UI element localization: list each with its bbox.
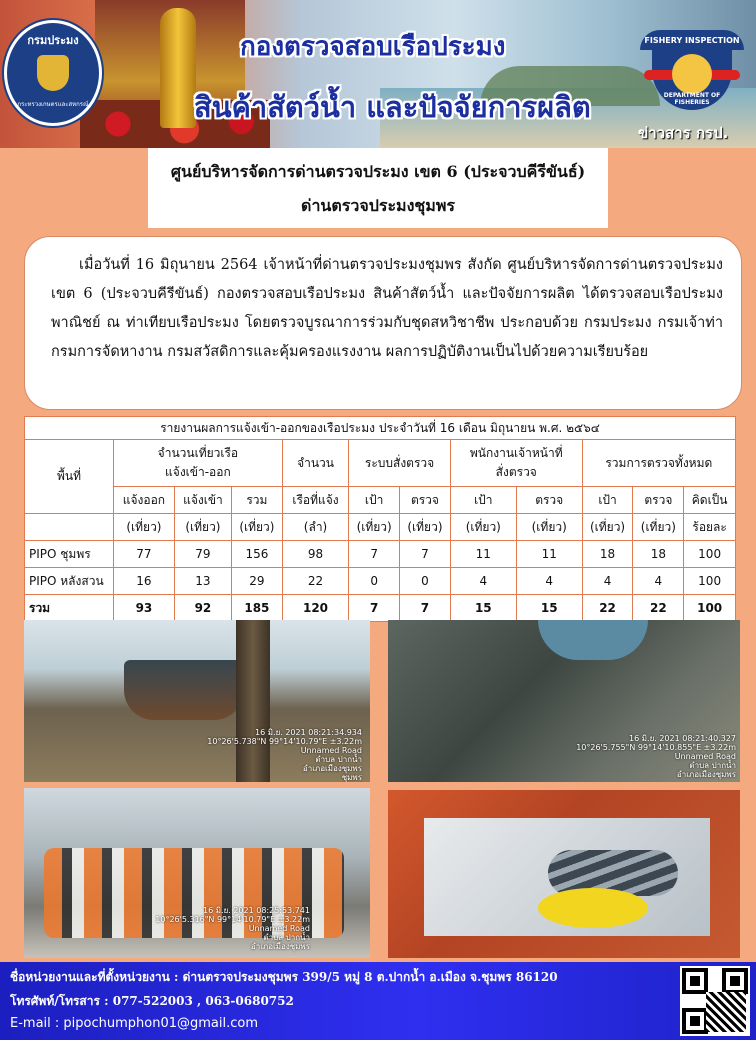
unit-cell: (เที่ยว): [516, 514, 582, 541]
stamp-line: Unnamed Road: [300, 746, 362, 755]
header-area: พื้นที่: [25, 440, 114, 514]
value-cell: 0: [400, 568, 451, 595]
table-title: รายงานผลการแจ้งเข้า-ออกของเรือประมง ประจำวันที่ 16 เดือน มิถุนายน พ.ศ. ๒๕๖๔: [25, 417, 736, 440]
table-row: [25, 541, 736, 568]
unit-cell: (เที่ยว): [633, 514, 684, 541]
total-cell: 22: [633, 595, 684, 622]
unit-cell: ร้อยละ: [684, 514, 736, 541]
emblem-icon: [37, 55, 69, 91]
stamp-line: Unnamed Road: [674, 752, 736, 761]
total-cell: 185: [232, 595, 283, 622]
unit-cell: (เที่ยว): [174, 514, 231, 541]
photo-crew-group: [24, 788, 370, 958]
qr-corner: [722, 968, 748, 994]
stamp-line: 10°26'5.738"N 99°14'10.79"E ±3.22m: [207, 737, 362, 746]
unit-cell: (เที่ยว): [582, 514, 633, 541]
boat-shape: [124, 660, 244, 720]
photo-fishing-boat-dock: [24, 620, 370, 782]
unit-cell: (เที่ยว): [400, 514, 451, 541]
header-trips-line2: แจ้งเข้า-ออก: [165, 465, 231, 479]
unit-cell: (เที่ยว): [232, 514, 283, 541]
logo-right-top-text: FISHERY INSPECTION: [640, 30, 744, 50]
stamp-line: ชุมพร: [341, 773, 362, 782]
unit-cell: (ลำ): [282, 514, 348, 541]
table-row: [25, 568, 736, 595]
value-cell: 11: [516, 541, 582, 568]
total-cell: 7: [349, 595, 400, 622]
qr-corner: [682, 968, 708, 994]
total-cell: 22: [582, 595, 633, 622]
subheader-cell: ตรวจ: [516, 487, 582, 514]
subheader-cell: เป้า: [450, 487, 516, 514]
stamp-line: 16 มิ.ย. 2021 08:21:40.327: [629, 734, 736, 743]
value-cell: 100: [684, 541, 736, 568]
header-title-line1: กองตรวจสอบเรือประมง: [240, 32, 506, 62]
value-cell: 22: [282, 568, 348, 595]
footer-address: ชื่อหน่วยงานและที่ตั้งหน่วยงาน : ด่านตรวจประมงชุมพร 399/5 หมู่ 8 ต.ปากน้ำ อ.เมือง จ.ชุมพร 86120: [10, 970, 558, 984]
stamp-line: 16 มิ.ย. 2021 08:25:53.741: [203, 906, 310, 915]
value-cell: 100: [684, 568, 736, 595]
subheader-cell: แจ้งเข้า: [174, 487, 231, 514]
value-cell: 7: [400, 541, 451, 568]
stamp-line: อำเภอเมืองชุมพร: [676, 770, 736, 779]
subheader-cell: เป้า: [349, 487, 400, 514]
basket-shape: [538, 888, 648, 928]
table-total-row: [25, 595, 736, 622]
header-order: ระบบสั่งตรวจ: [349, 440, 451, 487]
total-cell: 93: [114, 595, 175, 622]
footer-phone: โทรศัพท์/โทรสาร : 077-522003 , 063-0680752: [10, 994, 294, 1008]
stamp-line: ตำบล ปากน้ำ: [315, 755, 362, 764]
value-cell: 29: [232, 568, 283, 595]
value-cell: 156: [232, 541, 283, 568]
total-cell: 100: [684, 595, 736, 622]
stamp-line: Unnamed Road: [248, 924, 310, 933]
photo-fishing-nets: [388, 620, 740, 782]
report-paragraph: เมื่อวันที่ 16 มิถุนายน 2564 เจ้าหน้าที่ด่านตรวจประมงชุมพร สังกัด ศูนย์บริหารจัดการด่านตรวจประมง เขต 6 (ประจวบคีรีขันธ์) กองตรวจสอบเรือประมง สินค้าสัตว์น้ำ และปัจจัยการผลิต ได้ตรวจสอบเรือประมงพาณิชย์ ณ ท่าเทียบเรือประมง โดยตรวจบูรณาการร่วมกับชุดสหวิชาชีพ ประกอบด้วย กรมประมง กรมเจ้าท่า กรมการจัดหางาน กรมสวัสดิการและคุ้มครองแรงงาน ผลการปฏิบัติงานเป็นไปด้วยความเรียบร้อย: [51, 257, 723, 360]
stamp-line: 10°26'5.755"N 99°14'10.855"E ±3.22m: [576, 743, 736, 752]
header-officer-line2: สั่งตรวจ: [495, 465, 537, 479]
value-cell: 18: [582, 541, 633, 568]
value-cell: 11: [450, 541, 516, 568]
qr-code-icon: [680, 966, 750, 1036]
stamp-line: อำเภอเมืองชุมพร: [250, 942, 310, 951]
value-cell: 4: [516, 568, 582, 595]
stamp-line: ตำบล ปากน้ำ: [263, 933, 310, 942]
header-trips-line1: จำนวนเที่ยวเรือ: [157, 446, 239, 460]
total-cell: 15: [450, 595, 516, 622]
photo-stamp: [207, 728, 362, 782]
header-officer: [450, 440, 582, 487]
value-cell: 0: [349, 568, 400, 595]
report-paragraph-box: [24, 236, 742, 410]
header-officer-line1: พนักงานเจ้าหน้าที่: [469, 446, 563, 460]
center-name-line1: ศูนย์บริหารจัดการด่านตรวจประมง เขต 6 (ประจวบคีรีขันธ์): [170, 162, 586, 181]
statue-photo: [160, 8, 196, 128]
emblem-icon: [672, 54, 712, 94]
value-cell: 13: [174, 568, 231, 595]
stamp-line: 16 มิ.ย. 2021 08:21:34.934: [255, 728, 362, 737]
value-cell: 18: [633, 541, 684, 568]
qr-corner: [682, 1008, 708, 1034]
photo-fish-hold: [388, 790, 740, 958]
area-cell: PIPO ชุมพร: [25, 541, 114, 568]
total-cell: 7: [400, 595, 451, 622]
logo-left-text: กรมประมง: [27, 34, 79, 47]
center-name-line2: ด่านตรวจประมงชุมพร: [301, 196, 455, 215]
value-cell: 77: [114, 541, 175, 568]
logo-left-sub: กระทรวงเกษตรและสหกรณ์: [17, 101, 89, 108]
value-cell: 4: [582, 568, 633, 595]
total-label-cell: รวม: [25, 595, 114, 622]
subheader-cell: เรือที่แจ้ง: [282, 487, 348, 514]
subheader-cell: รวม: [232, 487, 283, 514]
header-total: รวมการตรวจทั้งหมด: [582, 440, 735, 487]
unit-cell: (เที่ยว): [114, 514, 175, 541]
value-cell: 79: [174, 541, 231, 568]
total-cell: 92: [174, 595, 231, 622]
value-cell: 4: [633, 568, 684, 595]
photo-stamp: [576, 734, 736, 779]
value-cell: 98: [282, 541, 348, 568]
total-cell: 15: [516, 595, 582, 622]
header-count: จำนวน: [282, 440, 348, 487]
value-cell: 4: [450, 568, 516, 595]
qr-data: [706, 992, 746, 1032]
area-cell: PIPO หลังสวน: [25, 568, 114, 595]
footer-email[interactable]: E-mail : pipochumphon01@gmail.com: [10, 1016, 258, 1031]
photo-stamp: [155, 906, 310, 951]
unit-cell: (เที่ยว): [450, 514, 516, 541]
header-title-line2: สินค้าสัตว์น้ำ และปัจจัยการผลิต: [194, 90, 591, 124]
total-cell: 120: [282, 595, 348, 622]
value-cell: 16: [114, 568, 175, 595]
subheader-cell: คิดเป็น: [684, 487, 736, 514]
department-of-fisheries-logo: [4, 20, 102, 126]
news-label: ข่าวสาร กรป.: [638, 124, 729, 142]
unit-cell: (เที่ยว): [349, 514, 400, 541]
footer: [0, 962, 756, 1040]
header-trips: [114, 440, 283, 487]
center-name-box: [148, 148, 608, 228]
subheader-cell: ตรวจ: [633, 487, 684, 514]
subheader-cell: แจ้งออก: [114, 487, 175, 514]
unit-area-blank: [25, 514, 114, 541]
stamp-line: 10°26'5.316"N 99°14'10.79"E ±3.22m: [155, 915, 310, 924]
stamp-line: อำเภอเมืองชุมพร: [302, 764, 362, 773]
logo-right-bottom-text: DEPARTMENT OF FISHERIES: [663, 92, 721, 106]
report-table: [24, 416, 736, 622]
stamp-line: ตำบล ปากน้ำ: [689, 761, 736, 770]
person-shape: [538, 620, 648, 660]
value-cell: 7: [349, 541, 400, 568]
subheader-cell: ตรวจ: [400, 487, 451, 514]
fishery-inspection-logo: [640, 30, 744, 112]
subheader-cell: เป้า: [582, 487, 633, 514]
